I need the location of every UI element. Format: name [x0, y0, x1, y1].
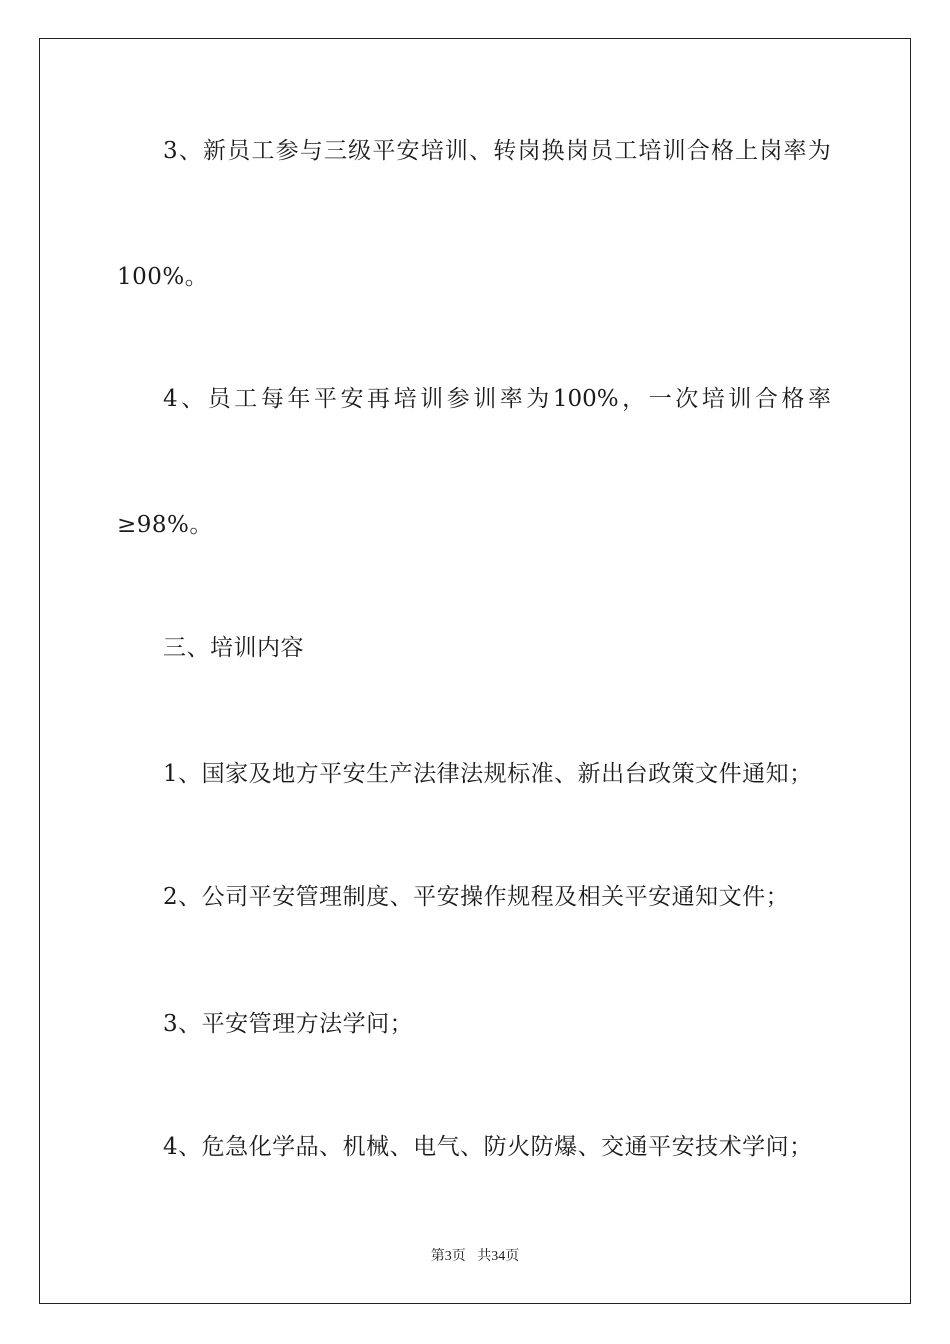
- list-item-4: 4、危急化学品、机械、电气、防火防爆、交通平安技术学问；: [163, 1134, 813, 1160]
- section-heading-training-content: 三、培训内容: [163, 635, 304, 661]
- list-item-1: 1、国家及地方平安生产法律法规标准、新出台政策文件通知；: [163, 761, 813, 787]
- total-pages: 共34页: [477, 1249, 520, 1264]
- list-item-2: 2、公司平安管理制度、平安操作规程及相关平安通知文件；: [163, 884, 790, 910]
- paragraph-2-line-2: ≥98%。: [117, 512, 213, 538]
- paragraph-1-line-1: 3 、 新 员 工 参 与 三 级 平 安 培 训 、 转 岗 换 岗 员 工 培 训 合 格 上 岗 率 为: [163, 138, 831, 164]
- paragraph-1-line-2: 100%。: [117, 264, 209, 290]
- page-border: [39, 38, 911, 1304]
- page-footer: [0, 1248, 950, 1266]
- list-item-3: 3、平安管理方法学问；: [163, 1011, 414, 1037]
- page-number: 第3页: [430, 1249, 466, 1264]
- paragraph-2-line-1: 4 、 员 工 每 年 平 安 再 培 训 参 训 率 为 100% ， 一 次 培 训 合 格 率: [163, 386, 831, 412]
